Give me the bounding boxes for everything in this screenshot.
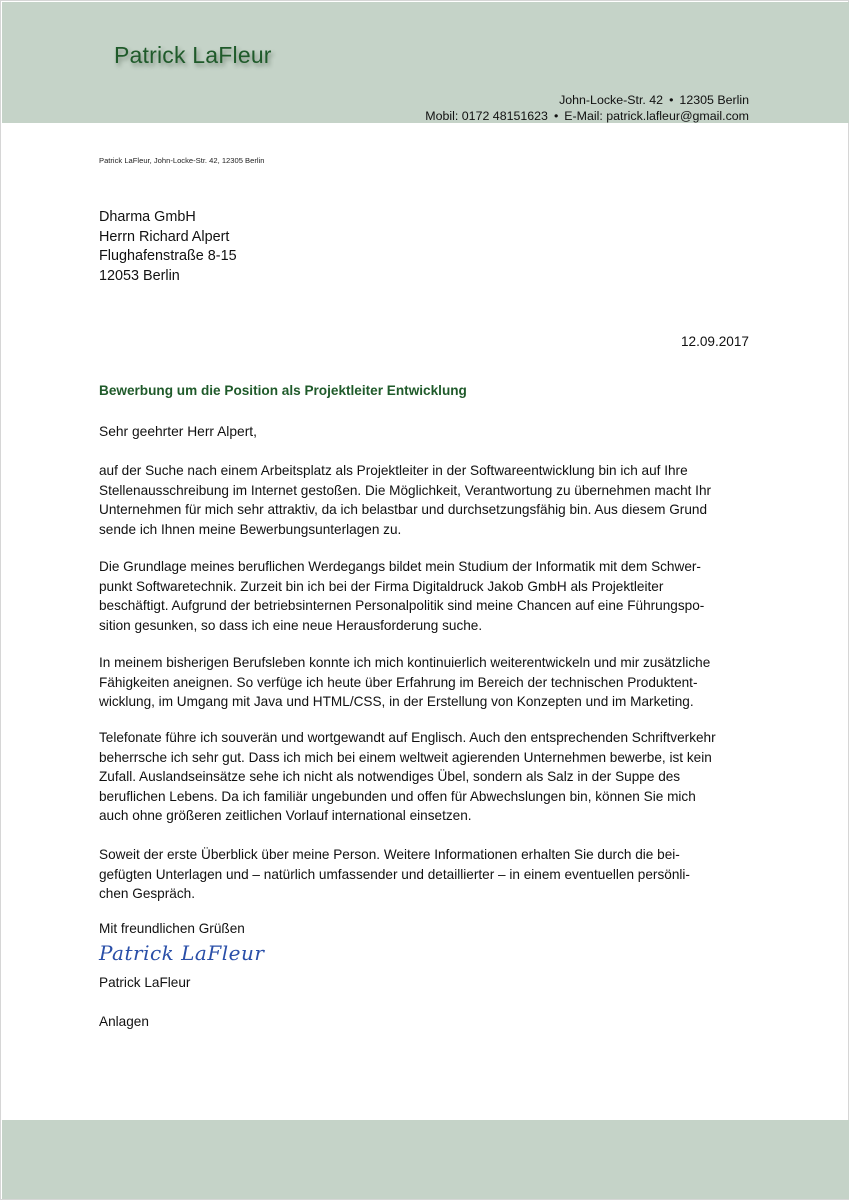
- handwritten-signature: Patrick LaFleur: [99, 941, 265, 965]
- paragraph-line: Fähigkeiten aneignen. So verfüge ich heute über Erfahrung im Bereich der technischen Produktent-: [99, 674, 698, 690]
- address-city: 12305 Berlin: [679, 93, 749, 107]
- contact-address: [559, 93, 749, 107]
- recipient-company: Dharma GmbH: [99, 209, 196, 225]
- recipient-person: Herrn Richard Alpert: [99, 228, 230, 245]
- recipient-city: 12053 Berlin: [99, 267, 180, 284]
- paragraph-line: Telefonate führe ich souverän und wortgewandt auf Englisch. Auch den entsprechenden Schriftverkehr: [99, 730, 716, 745]
- letter-date: 12.09.2017: [680, 334, 749, 349]
- paragraph-line: auch ohne größeren zeitlichen Vorlauf international einsetzen.: [99, 808, 472, 823]
- closing-phrase: Mit freundlichen Grüßen: [99, 921, 245, 936]
- body-paragraph: [99, 728, 759, 826]
- paragraph-line: Stellenausschreibung im Internet gestoßen. Die Möglichkeit, Verantwortung zu übernehmen macht Ihr: [99, 482, 712, 498]
- paragraph-line: auf der Suche nach einem Arbeitsplatz als Projektleiter in der Softwareentwicklung bin ich auf Ihre: [99, 463, 688, 478]
- paragraph-line: In meinem bisherigen Berufsleben konnte ich mich kontinuierlich weiterentwickeln und mir zusätzliche: [99, 655, 711, 670]
- paragraph-line: beruflichen Lebens. Da ich familiär ungebunden und offen für Abwechslungen bin, können Sie mich: [99, 788, 696, 804]
- footer-band: [2, 1120, 849, 1199]
- paragraph-line: beherrsche ich sehr gut. Dass ich mich bei einem weltweit agierenden Unternehmen bewerbe, ist kein: [99, 749, 712, 765]
- paragraph-line: sende ich Ihnen meine Bewerbungsunterlagen zu.: [99, 521, 402, 537]
- paragraph-line: punkt Softwaretechnik. Zurzeit bin ich bei der Firma Digitaldruck Jakob GmbH als Projektleiter: [99, 578, 664, 594]
- paragraph-line: wicklung, im Umgang mit Java und HTML/CSS, in der Erstellung von Konzepten und im Marketing.: [99, 694, 694, 709]
- salutation: Sehr geehrter Herr Alpert,: [99, 424, 257, 439]
- recipient-address: [99, 208, 237, 286]
- body-paragraph: [99, 461, 759, 539]
- paragraph-line: beschäftigt. Aufgrund der betriebsinternen Personalpolitik sind meine Chancen auf eine Führungspo-: [99, 598, 705, 613]
- paragraph-line: chen Gespräch.: [99, 886, 195, 901]
- body-paragraph: [99, 845, 759, 904]
- contact-phone-email: [425, 109, 749, 123]
- body-paragraph: [99, 557, 759, 635]
- letterhead-name: Patrick LaFleur: [114, 42, 272, 68]
- paragraph-line: Zufall. Auslandseinsätze sehe ich nicht als notwendiges Übel, sondern als Salz in der Suppe des: [99, 769, 681, 784]
- address-street: John-Locke-Str. 42: [559, 93, 664, 107]
- body-paragraph: [99, 653, 759, 712]
- bullet-separator: •: [553, 109, 559, 123]
- paragraph-line: Unternehmen für mich sehr attraktiv, da ich belastbar und durchsetzungsfähig bin. Aus diesem Grund: [99, 502, 708, 517]
- recipient-street: Flughafenstraße 8-15: [99, 248, 237, 264]
- attachments-label: Anlagen: [99, 1014, 149, 1029]
- paragraph-line: Soweit der erste Überblick über meine Person. Weitere Informationen erhalten Sie durch die bei-: [99, 847, 680, 862]
- signed-name: Patrick LaFleur: [99, 975, 191, 990]
- paragraph-line: gefügten Unterlagen und – natürlich umfassender und detaillierter – in einem eventuellen persönli-: [99, 866, 690, 882]
- paragraph-line: sition gesunken, so dass ich eine neue Herausforderung suche.: [99, 617, 483, 633]
- sender-return-address: Patrick LaFleur, John-Locke-Str. 42, 12305 Berlin: [99, 156, 265, 165]
- bullet-separator: •: [669, 93, 674, 107]
- letter-subject: Bewerbung um die Position als Projektleiter Entwicklung: [99, 383, 467, 398]
- paragraph-line: Die Grundlage meines beruflichen Werdegangs bildet mein Studium der Informatik mit dem Schwer-: [99, 559, 701, 574]
- email-address: E-Mail: patrick.lafleur@gmail.com: [564, 109, 749, 123]
- phone-number: Mobil: 0172 48151623: [425, 109, 548, 123]
